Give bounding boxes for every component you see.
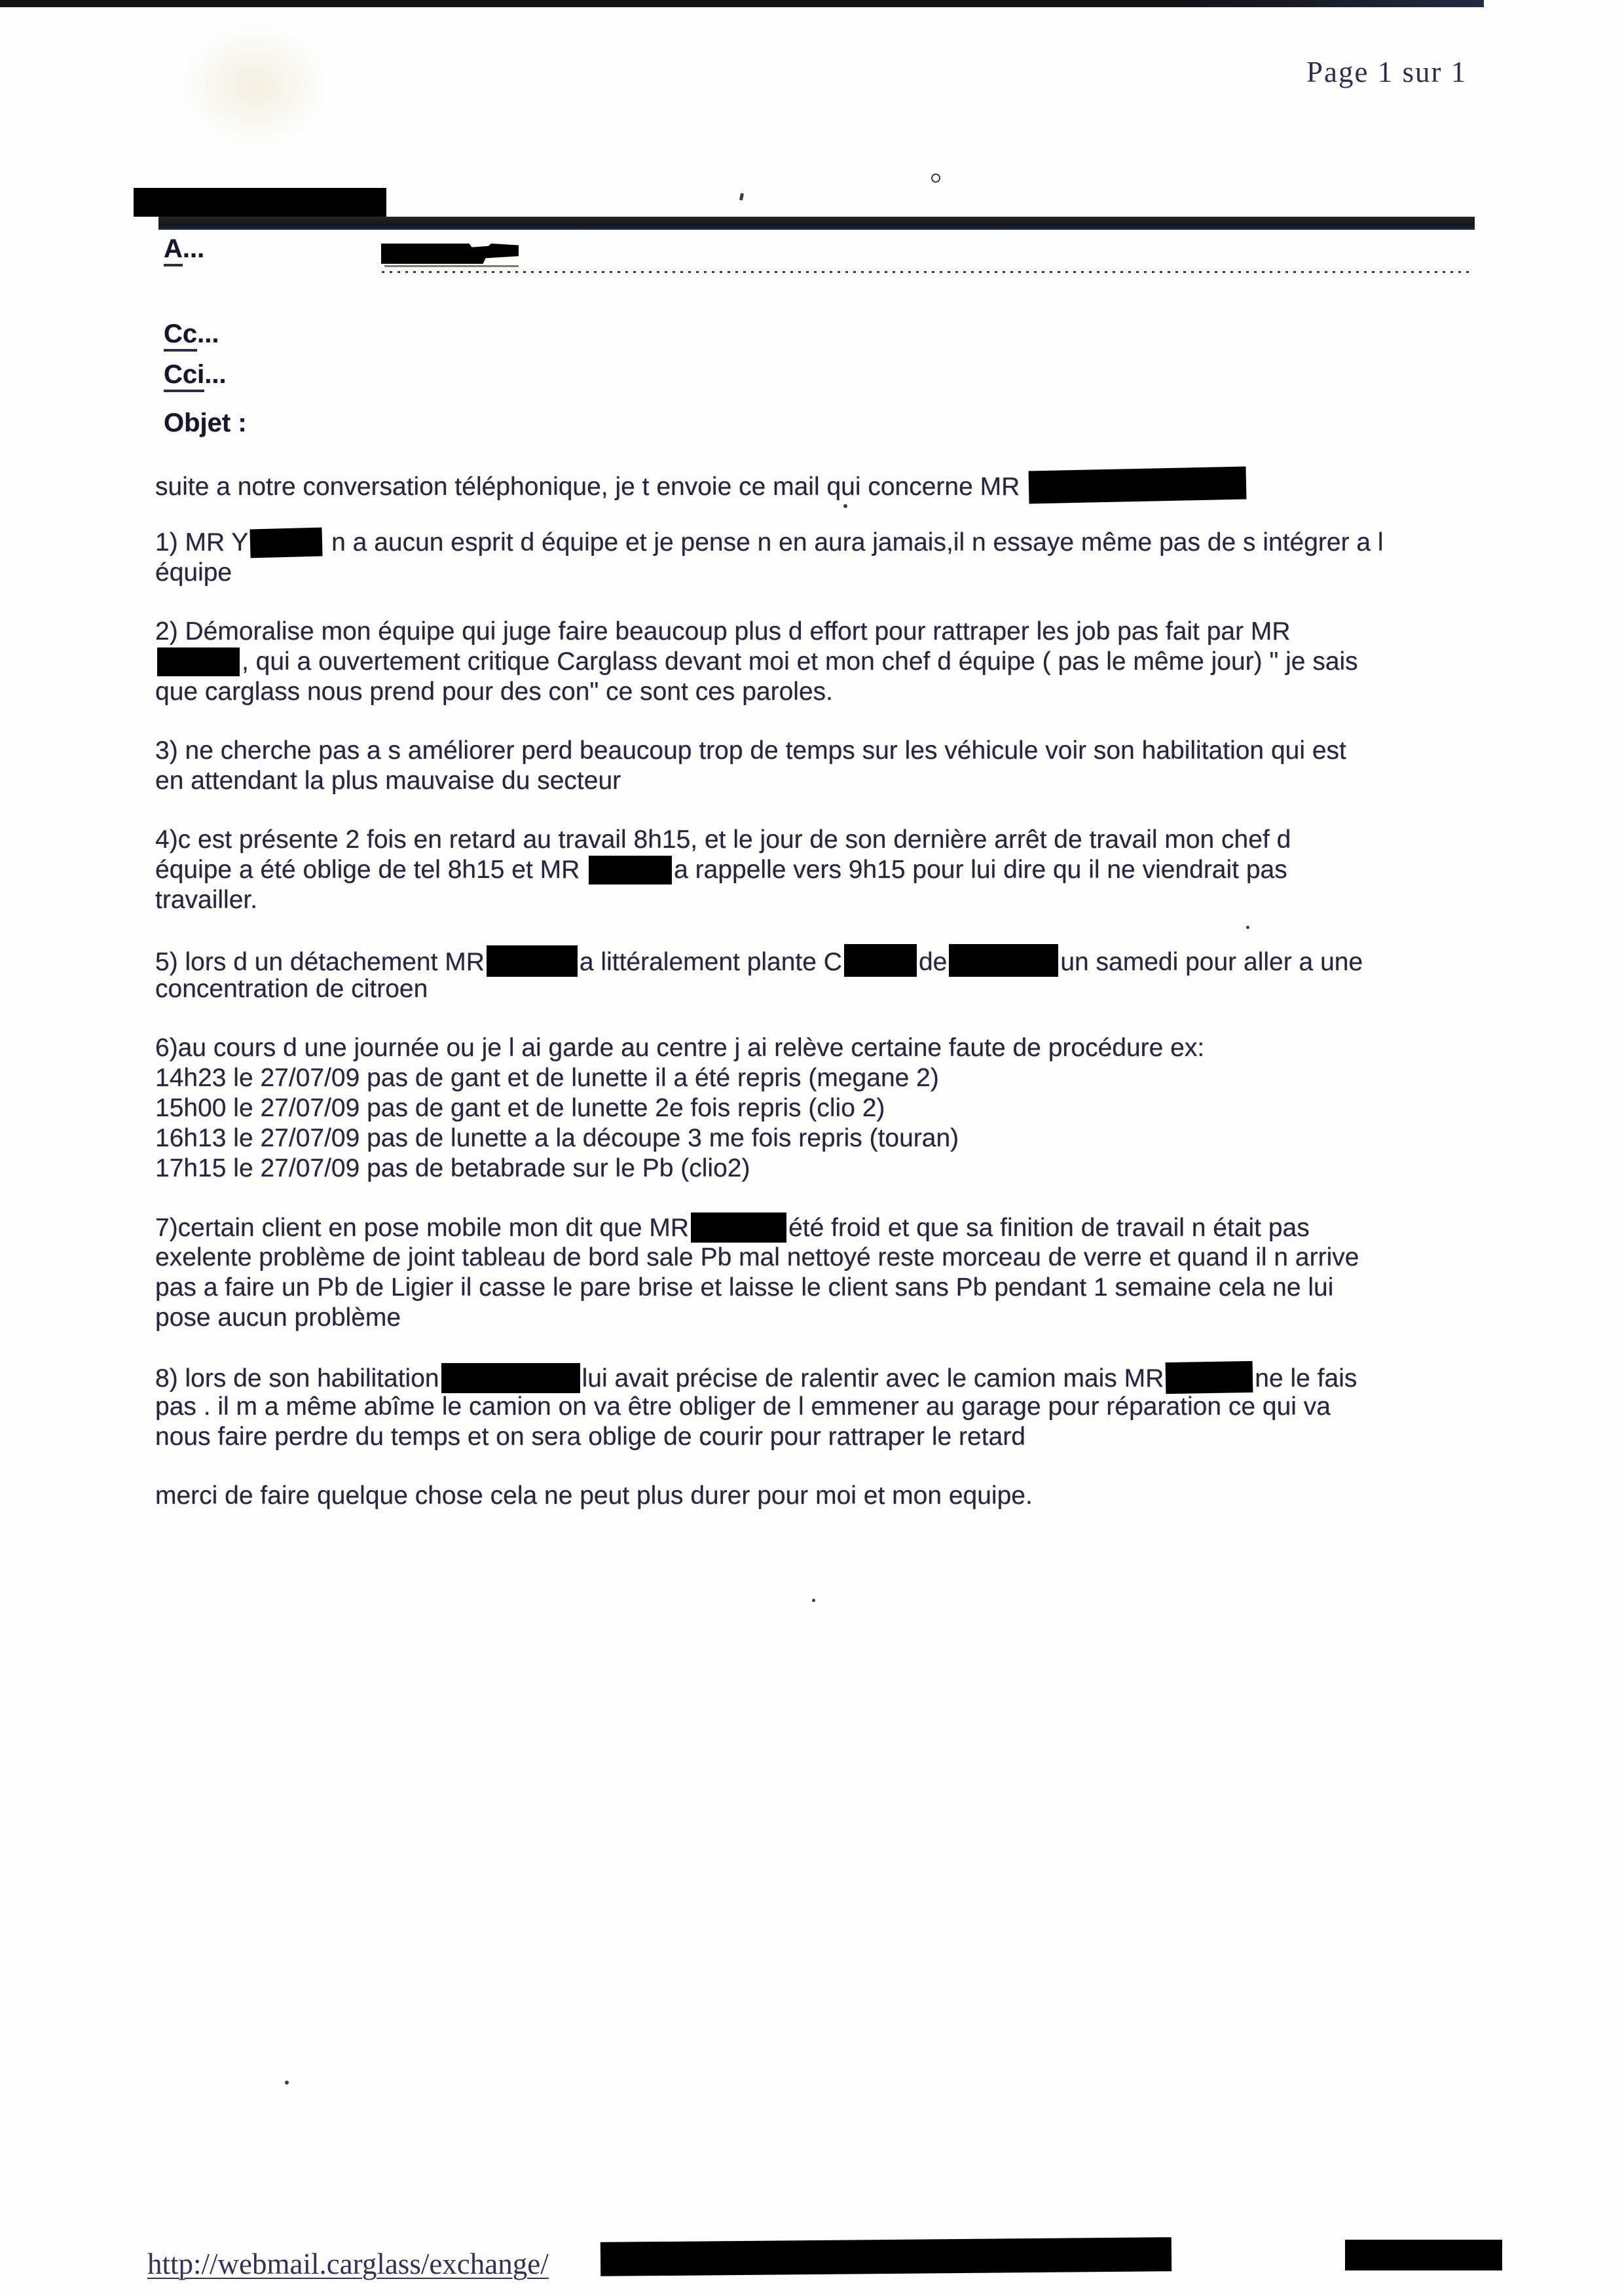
- text-run: lui avait précise de ralentir avec le camion mais MR: [581, 1364, 1164, 1393]
- field-cc-dots: ...: [197, 319, 219, 348]
- text-run: 3) ne cherche pas a s améliorer perd beaucoup trop de temps sur les véhicule voir son habilitation qui est: [155, 737, 1346, 765]
- text-line: [155, 677, 1504, 707]
- redaction-bar: [691, 1212, 786, 1243]
- text-run: 4)c est présente 2 fois en retard au travail 8h15, et le jour de son dernière arrêt de travail mon chef d: [155, 826, 1291, 854]
- email-body: [155, 469, 1504, 1540]
- field-cc-label: [164, 319, 219, 349]
- text-run: travailler.: [155, 886, 258, 914]
- text-line: [155, 1273, 1504, 1303]
- paragraph-p2: [155, 617, 1504, 707]
- text-run: 6)au cours d une journée ou je l ai garde au centre j ai relève certaine faute de procédure ex:: [155, 1034, 1205, 1062]
- text-line: [155, 617, 1504, 647]
- redaction-bar: [1029, 467, 1247, 504]
- text-run: a rappelle vers 9h15 pour lui dire qu il ne viendrait pas: [674, 856, 1287, 884]
- field-objet-text: Objet :: [164, 409, 247, 437]
- text-line: [155, 766, 1504, 796]
- text-run: en attendant la plus mauvaise du secteur: [155, 767, 621, 795]
- scan-stain: [183, 26, 327, 144]
- redaction-bar: [157, 647, 240, 676]
- scan-speck: [931, 173, 940, 183]
- text-run: 2) Démoralise mon équipe qui juge faire beaucoup plus d effort pour rattraper les job pas fait par MR: [155, 617, 1291, 646]
- text-run: n a aucun esprit d équipe et je pense n en aura jamais,il n essaye même pas de s intégrer a l: [324, 528, 1384, 556]
- redaction-bar: [589, 856, 672, 884]
- redaction-bar: [487, 945, 578, 977]
- page-number: Page 1 sur 1: [1306, 56, 1467, 88]
- field-cc-letter: Cc: [164, 319, 197, 352]
- redaction-bar: [1166, 1361, 1253, 1394]
- redaction-bar: [250, 528, 323, 558]
- field-to-dots: ...: [182, 234, 205, 263]
- text-run: concentration de citroen: [155, 975, 428, 1003]
- text-run: a littéralement plante C: [579, 948, 842, 976]
- text-run: équipe a été oblige de tel 8h15 et MR: [155, 856, 587, 884]
- text-run: , qui a ouvertement critique Carglass devant moi et mon chef d équipe ( pas le même jour) " je sais: [242, 647, 1358, 676]
- text-run: que carglass nous prend pour des con" ce sont ces paroles.: [155, 678, 833, 706]
- text-line: [155, 558, 1504, 588]
- text-run: de: [918, 948, 948, 976]
- text-line: [155, 1212, 1504, 1243]
- text-run: ne le fais: [1255, 1364, 1357, 1393]
- text-run: 7)certain client en pose mobile mon dit que MR: [155, 1214, 690, 1242]
- text-run: un samedi pour aller a une: [1060, 948, 1363, 976]
- field-to-letter: A: [164, 234, 183, 266]
- text-line: [155, 825, 1504, 855]
- text-line: [155, 469, 1504, 499]
- text-line: [155, 647, 1504, 677]
- scan-speck: [739, 193, 744, 201]
- text-line: [155, 855, 1504, 885]
- redaction-recipient-bar: [381, 244, 519, 264]
- text-run: exelente problème de joint tableau de bord sale Pb mal nettoyé reste morceau de verre et quand il n arrive: [155, 1243, 1359, 1271]
- text-run: 5) lors d un détachement MR: [155, 948, 485, 976]
- text-line: [155, 1123, 1504, 1154]
- text-line: [155, 1154, 1504, 1184]
- field-to-label: [164, 234, 204, 264]
- text-line: [155, 885, 1504, 915]
- text-line: [155, 1243, 1504, 1273]
- redaction-bar: [441, 1363, 580, 1393]
- paragraph-p6: [155, 1033, 1504, 1184]
- footer-url: http://webmail.carglass/exchange/: [147, 2248, 549, 2280]
- text-line: [155, 528, 1504, 558]
- text-run: pas . il m a même abîme le camion on va être obliger de l emmener au garage pour réparation ce qui va: [155, 1393, 1331, 1421]
- text-line: [155, 1392, 1504, 1422]
- text-line: [155, 1303, 1504, 1333]
- field-cci-dots: ...: [204, 360, 227, 389]
- paragraph-p3: [155, 736, 1504, 796]
- redaction-footer-bar-right: [1345, 2240, 1502, 2270]
- text-run: 16h13 le 27/07/09 pas de lunette a la découpe 3 me fois repris (touran): [155, 1124, 959, 1152]
- scan-speck: [812, 1599, 815, 1602]
- text-line: [155, 944, 1504, 974]
- scan-speck: [285, 2081, 289, 2085]
- recipient-underline: [384, 265, 519, 267]
- field-cci-label: [164, 360, 227, 390]
- text-run: équipe: [155, 558, 232, 587]
- text-line: [155, 1362, 1504, 1392]
- text-line: [155, 1481, 1504, 1511]
- paragraph-intro: [155, 469, 1504, 499]
- text-run: 1) MR Y: [155, 528, 249, 556]
- paragraph-p4: [155, 825, 1504, 915]
- redaction-bar: [844, 944, 917, 977]
- text-line: [155, 1063, 1504, 1093]
- text-run: 8) lors de son habilitation: [155, 1364, 439, 1393]
- text-run: 14h23 le 27/07/09 pas de gant et de lunette il a été repris (megane 2): [155, 1064, 939, 1092]
- text-run: 17h15 le 27/07/09 pas de betabrade sur le Pb (clio2): [155, 1154, 750, 1182]
- text-run: suite a notre conversation téléphonique, je t envoie ce mail qui concerne MR: [155, 473, 1027, 501]
- text-line: [155, 974, 1504, 1004]
- text-run: merci de faire quelque chose cela ne peut plus durer pour moi et mon equipe.: [155, 1482, 1033, 1510]
- text-run: pas a faire un Pb de Ligier il casse le pare brise et laisse le client sans Pb pendant 1 semaine cela ne lui: [155, 1273, 1334, 1302]
- scan-artifact-top-edge: [0, 0, 1484, 7]
- recipient-dotted-line: [382, 271, 1469, 273]
- header-divider-band: [158, 217, 1475, 230]
- text-line: [155, 1422, 1504, 1452]
- field-objet-label: [164, 409, 247, 438]
- paragraph-p1: [155, 528, 1504, 588]
- text-run: été froid et que sa finition de travail n était pas: [788, 1214, 1310, 1242]
- paragraph-p8: [155, 1362, 1504, 1452]
- text-line: [155, 1093, 1504, 1123]
- paragraph-closing: [155, 1481, 1504, 1511]
- text-line: [155, 1033, 1504, 1063]
- text-line: [155, 736, 1504, 766]
- text-run: pose aucun problème: [155, 1303, 401, 1332]
- redaction-bar: [949, 944, 1058, 977]
- redaction-footer-bar: [600, 2237, 1172, 2276]
- paragraph-p5: [155, 944, 1504, 1004]
- scan-speck: [843, 504, 847, 508]
- scan-speck: [1246, 926, 1249, 929]
- text-run: 15h00 le 27/07/09 pas de gant et de lunette 2e fois repris (clio 2): [155, 1094, 885, 1122]
- field-cci-letter: Cci: [164, 360, 204, 392]
- text-run: nous faire perdre du temps et on sera oblige de courir pour rattraper le retard: [155, 1423, 1025, 1451]
- redaction-sender-bar: [134, 188, 386, 217]
- paragraph-p7: [155, 1212, 1504, 1333]
